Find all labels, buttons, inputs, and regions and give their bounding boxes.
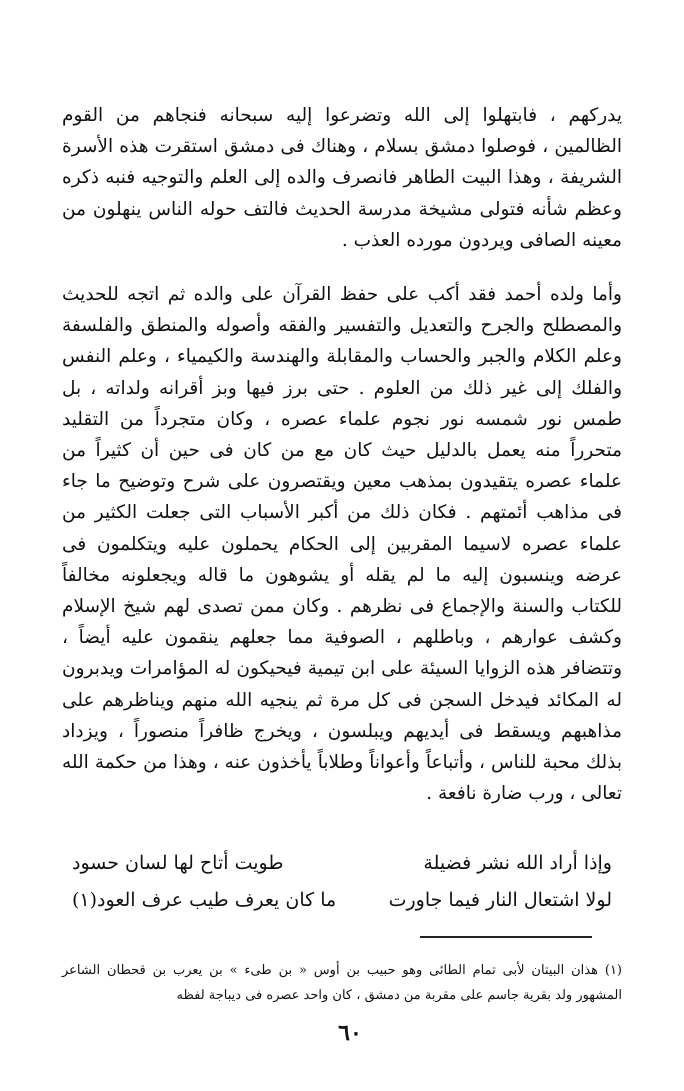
footnote-divider (420, 936, 592, 938)
body-paragraph-2: وأما ولده أحمد فقد أكب على حفظ القرآن على والده ثم اتجه للحديث والمصطلح والجرح والتعديل والتفسير والفقه وأصوله والمنطق والفلسفة وعلم الكلام والجبر والحساب والمقابلة والهندسة والكيمياء ، وعلم النفس والفلك إلى غير ذلك من العلوم . حتى برز فيها وبز أقرانه ولداته ، بل طمس نور شمسه نور نجوم علماء عصره ، وكان متجرداً من التقليد متحرراً منه يعمل بالدليل حيث كان مع من كان فى حين أن كثيراً من علماء عصره يتقيدون بمذهب معين ويقتصرون على شرح وتوضيح ما جاء فى مذاهب أئمتهم . فكان ذلك من أكبر الأسباب التى جعلت الكثير من علماء عصره لاسيما المقربين إلى الحكام يحملون عليه ويتكلمون فى عرضه وينسبون إليه ما لم يقله أو يشوهون ما قاله ويجعلونه مخالفاً للكتاب والسنة والإجماع فى نظرهم . وكان ممن تصدى لهم شيخ الإسلام وكشف عوارهم ، وباطلهم ، الصوفية مما جعلهم ينقمون عليه أيضاً ، وتتضافر هذه الزوايا السيئة على ابن تيمية فيحيكون له المؤامرات ويدبرون له المكائد فيدخل السجن فى كل مرة ثم ينجيه الله منهم ويناظرهم على مذاهبهم ويسقط فى أيديهم ويبلسون ، ويخرج ظافراً منصوراً ، ويزداد بذلك محبة للناس ، وأتباعاً وأعواناً وطلاباً يأخذون عنه ، وهذا من حكمة الله تعالى ، ورب ضارة نافعة . (62, 284, 622, 805)
verse-1-first-hemistich: وإذا أراد الله نشر فضيلة (423, 852, 612, 874)
footnote: (١) هذان البيتان لأبى تمام الطائى وهو حبيب بن أوس « بن طىء » بن يعرب بن قحطان الشاعر المشهور ولد بقرية جاسم على مقربة من دمشق ، كان واحد عصره فى ديباجة لفظه (62, 963, 622, 1003)
verse-2-first-hemistich: لولا اشتعال النار فيما جاورت (388, 889, 612, 911)
verse-1-second-hemistich: طويت أتاح لها لسان حسود (72, 852, 284, 874)
body-paragraph-1: يدركهم ، فابتهلوا إلى الله وتضرعوا إليه سبحانه فنجاهم من القوم الظالمين ، فوصلوا دمشق بسلام ، وهناك فى دمشق استقرت هذه الأسرة الشريفة ، وهذا البيت الطاهر فانصرف والده إلى العلم والتوجيه فنبه ذكره وعظم شأنه فتولى مشيخة مدرسة الحديث فالتف حوله الناس ينهلون من معينه الصافى ويردون مورده العذب . (62, 105, 622, 251)
verse-2-second-hemistich: ما كان يعرف طيب عرف العود(١) (72, 889, 337, 911)
page-number: ٦٠ (338, 1020, 362, 1046)
